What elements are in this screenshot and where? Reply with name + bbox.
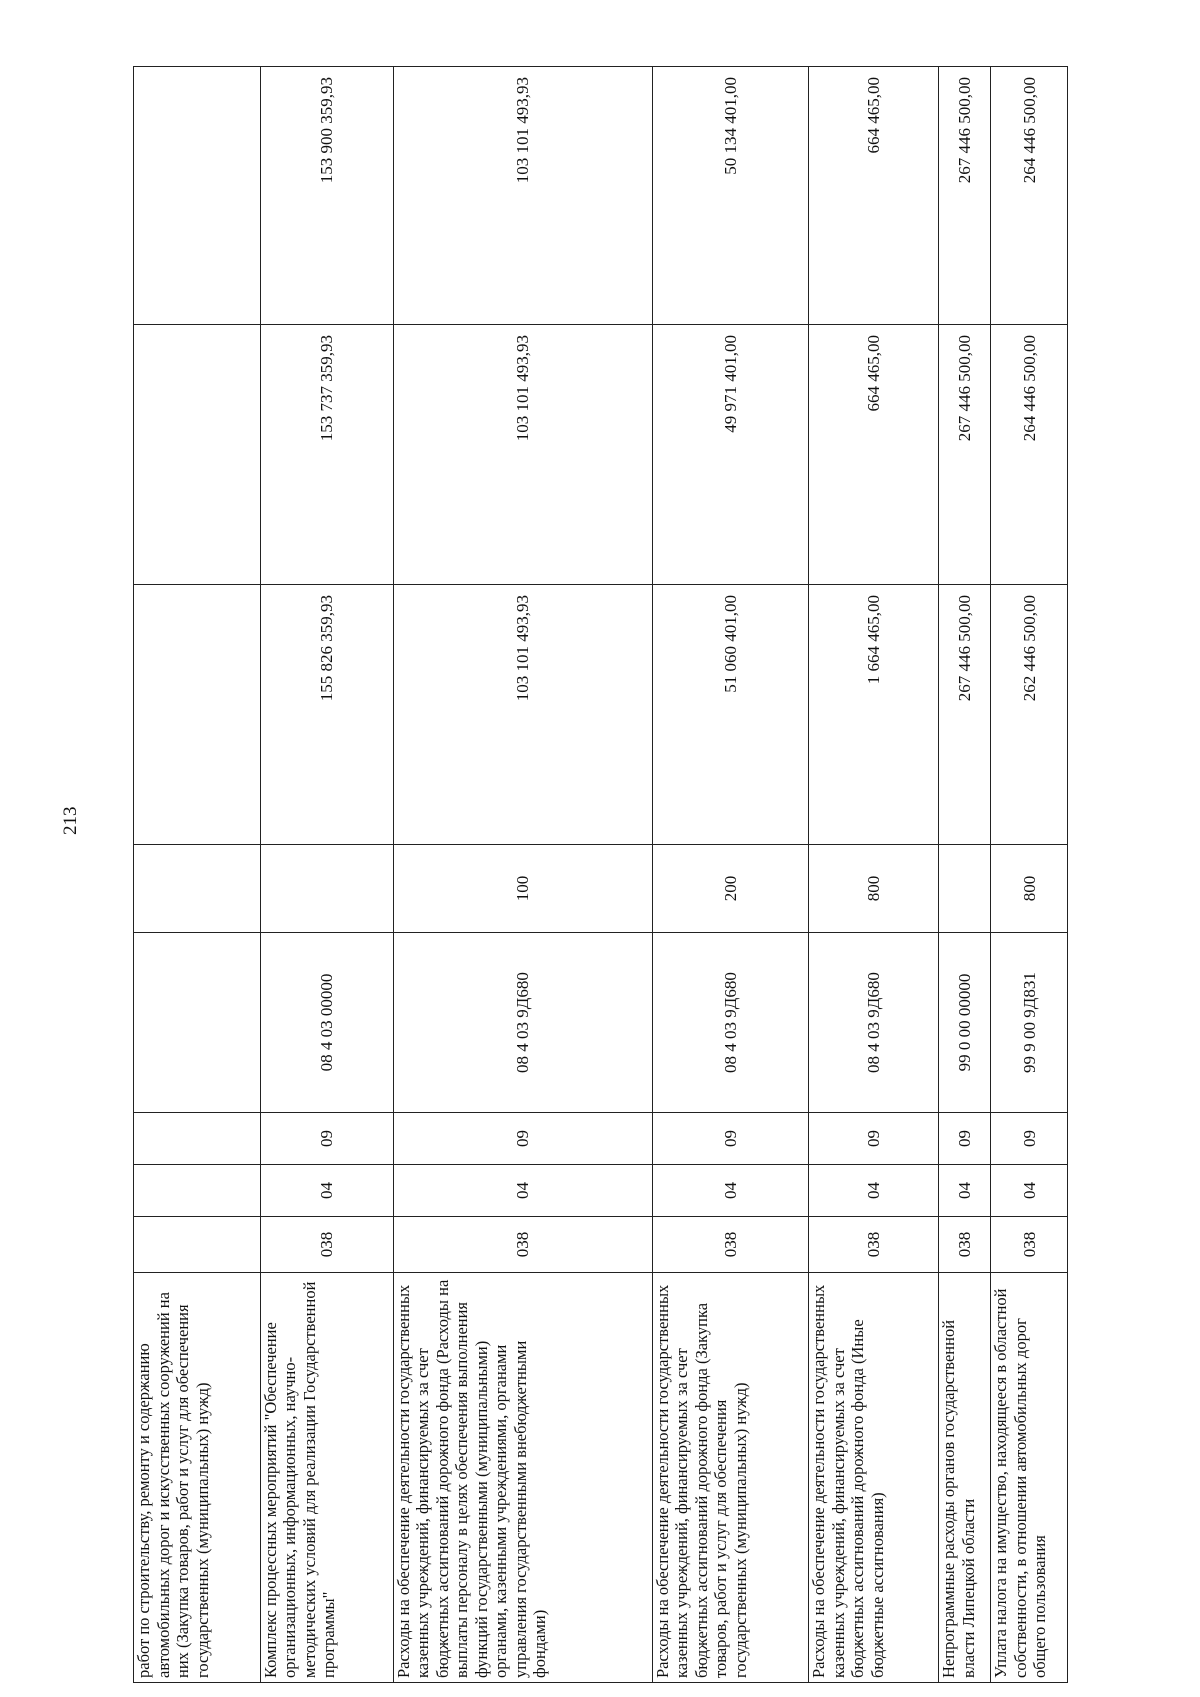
ved-cell: 038 bbox=[939, 1217, 991, 1273]
row-name: Расходы на обеспечение деятельности государственных казенных учреждений, финансируемых за счет бюджетных ассигнований дорожного фонда (Расходы на выплаты персоналу в целях обеспечения выполнения функций государственными (муниципальными) органами, казенными учреждениями, органами управления государственными внебюджетными фондами) bbox=[393, 1273, 652, 1683]
budget-table-rotated bbox=[133, 67, 1068, 1683]
sum-year3-cell: 664 465,00 bbox=[809, 67, 939, 325]
budget-table bbox=[133, 66, 1068, 1683]
vr-cell: 800 bbox=[809, 845, 939, 933]
ved-cell: 038 bbox=[652, 1217, 808, 1273]
sum-year1-cell: 262 446 500,00 bbox=[991, 585, 1068, 845]
pr-cell: 09 bbox=[393, 1113, 652, 1165]
rz-cell: 04 bbox=[991, 1165, 1068, 1217]
csr-cell: 99 9 00 9Д831 bbox=[991, 933, 1068, 1113]
sum-year1-cell: 155 826 359,93 bbox=[260, 585, 393, 845]
sum-year3-cell: 264 446 500,00 bbox=[991, 67, 1068, 325]
pr-cell: 09 bbox=[991, 1113, 1068, 1165]
sum-year2-cell bbox=[134, 325, 261, 585]
rz-cell: 04 bbox=[939, 1165, 991, 1217]
sum-year1-cell: 51 060 401,00 bbox=[652, 585, 808, 845]
ved-cell bbox=[134, 1217, 261, 1273]
table-row bbox=[809, 67, 939, 1683]
sum-year3-cell bbox=[134, 67, 261, 325]
pr-cell: 09 bbox=[652, 1113, 808, 1165]
sum-year3-cell: 153 900 359,93 bbox=[260, 67, 393, 325]
row-name: Непрограммные расходы органов государственной власти Липецкой области bbox=[939, 1273, 991, 1683]
sum-year3-cell: 50 134 401,00 bbox=[652, 67, 808, 325]
sum-year2-cell: 153 737 359,93 bbox=[260, 325, 393, 585]
sum-year3-cell: 103 101 493,93 bbox=[393, 67, 652, 325]
table-row bbox=[134, 67, 261, 1683]
rz-cell bbox=[134, 1165, 261, 1217]
csr-cell: 08 4 03 9Д680 bbox=[393, 933, 652, 1113]
rz-cell: 04 bbox=[809, 1165, 939, 1217]
table-row bbox=[991, 67, 1068, 1683]
sum-year1-cell: 103 101 493,93 bbox=[393, 585, 652, 845]
sum-year3-cell: 267 446 500,00 bbox=[939, 67, 991, 325]
vr-cell bbox=[134, 845, 261, 933]
ved-cell: 038 bbox=[809, 1217, 939, 1273]
pr-cell bbox=[134, 1113, 261, 1165]
vr-cell: 800 bbox=[991, 845, 1068, 933]
ved-cell: 038 bbox=[393, 1217, 652, 1273]
row-name: Расходы на обеспечение деятельности государственных казенных учреждений, финансируемых за счет бюджетных ассигнований дорожного фонда (Иные бюджетные ассигнования) bbox=[809, 1273, 939, 1683]
sum-year1-cell bbox=[134, 585, 261, 845]
row-name: работ по строительству, ремонту и содержанию автомобильных дорог и искусственных сооружений на них (Закупка товаров, работ и услуг для обеспечения государственных (муниципальных) нужд) bbox=[134, 1273, 261, 1683]
table-row bbox=[393, 67, 652, 1683]
sum-year2-cell: 49 971 401,00 bbox=[652, 325, 808, 585]
csr-cell: 08 4 03 9Д680 bbox=[809, 933, 939, 1113]
sum-year2-cell: 664 465,00 bbox=[809, 325, 939, 585]
row-name: Комплекс процессных мероприятий "Обеспечение организационных, информационных, научно-методических условий для реализации Государственной программы" bbox=[260, 1273, 393, 1683]
pr-cell: 09 bbox=[260, 1113, 393, 1165]
vr-cell: 100 bbox=[393, 845, 652, 933]
rz-cell: 04 bbox=[652, 1165, 808, 1217]
csr-cell bbox=[134, 933, 261, 1113]
csr-cell: 08 4 03 9Д680 bbox=[652, 933, 808, 1113]
ved-cell: 038 bbox=[991, 1217, 1068, 1273]
rz-cell: 04 bbox=[393, 1165, 652, 1217]
vr-cell bbox=[939, 845, 991, 933]
row-name: Расходы на обеспечение деятельности государственных казенных учреждений, финансируемых за счет бюджетных ассигнований дорожного фонда (Закупка товаров, работ и услуг для обеспечения государственных (муниципальных) нужд) bbox=[652, 1273, 808, 1683]
table-row bbox=[939, 67, 991, 1683]
sum-year2-cell: 264 446 500,00 bbox=[991, 325, 1068, 585]
vr-cell bbox=[260, 845, 393, 933]
sum-year2-cell: 103 101 493,93 bbox=[393, 325, 652, 585]
table-row bbox=[260, 67, 393, 1683]
sum-year2-cell: 267 446 500,00 bbox=[939, 325, 991, 585]
ved-cell: 038 bbox=[260, 1217, 393, 1273]
pr-cell: 09 bbox=[939, 1113, 991, 1165]
sum-year1-cell: 267 446 500,00 bbox=[939, 585, 991, 845]
sum-year1-cell: 1 664 465,00 bbox=[809, 585, 939, 845]
vr-cell: 200 bbox=[652, 845, 808, 933]
csr-cell: 99 0 00 00000 bbox=[939, 933, 991, 1113]
csr-cell: 08 4 03 00000 bbox=[260, 933, 393, 1113]
pr-cell: 09 bbox=[809, 1113, 939, 1165]
table-row bbox=[652, 67, 808, 1683]
rz-cell: 04 bbox=[260, 1165, 393, 1217]
row-name: Уплата налога на имущество, находящееся в областной собственности, в отношении автомобильных дорог общего пользования bbox=[991, 1273, 1068, 1683]
page-number: 213 bbox=[60, 806, 81, 835]
